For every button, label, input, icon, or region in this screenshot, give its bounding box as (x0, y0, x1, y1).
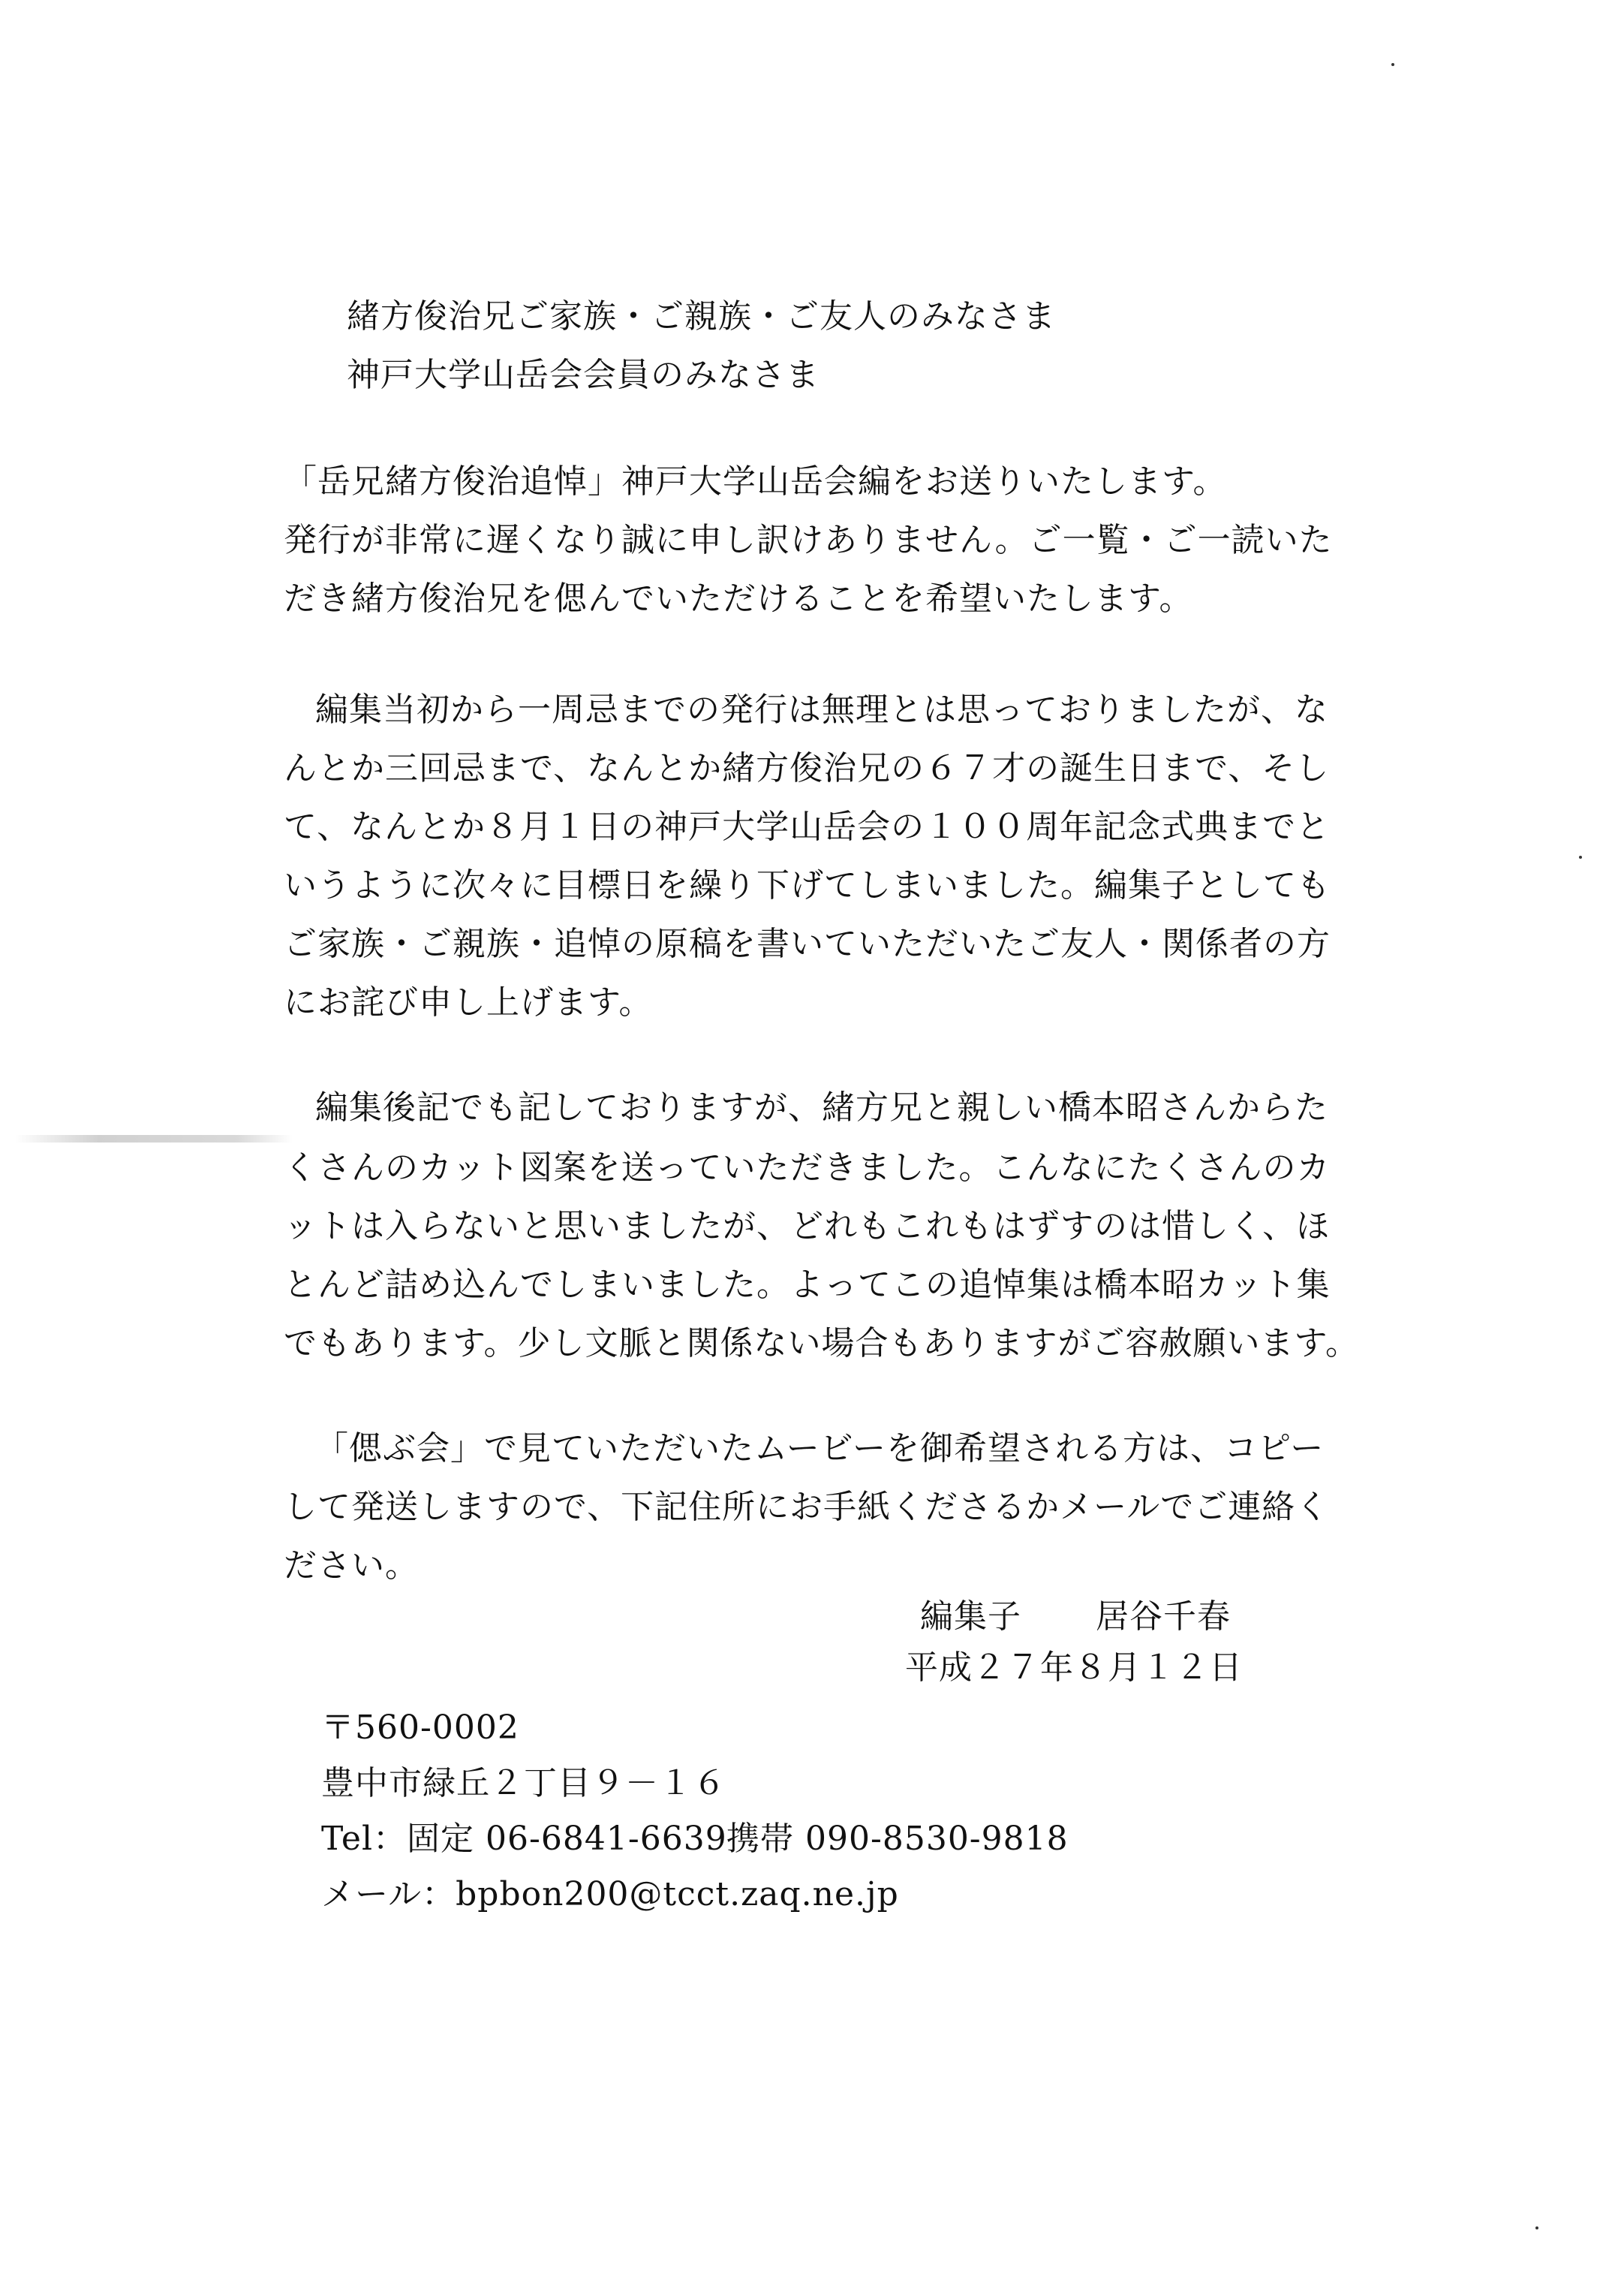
paragraph-2-line-4: いうように次々に目標日を繰り下げてしまいました。編集子としても (284, 866, 1331, 905)
addressee-line-2: 神戸大学山岳会会員のみなさま (347, 356, 820, 394)
paragraph-1-line-1: 「岳兄緒方俊治追悼」神戸大学山岳会編をお送りいたします。 (284, 462, 1227, 501)
paragraph-3-line-3: ットは入らないと思いましたが、どれもこれもはずすのは惜しく、ほ (284, 1207, 1331, 1245)
paragraph-2-line-6: にお詫び申し上げます。 (284, 983, 653, 1022)
paragraph-2-line-1: 編集当初から一周忌までの発行は無理とは思っておりましたが、な (315, 691, 1328, 729)
address: 豊中市緑丘２丁目９－１６ (321, 1764, 726, 1802)
landline-phone: Tel：固定 06-6841-6639 (321, 1820, 727, 1858)
scan-speck-artifact (1391, 63, 1394, 66)
paragraph-3-line-1: 編集後記でも記しておりますが、緒方兄と親しい橋本昭さんからた (315, 1088, 1328, 1127)
paragraph-2-line-2: んとか三回忌まで、なんとか緒方俊治兄の６７才の誕生日まで、そし (284, 749, 1330, 787)
email-address: メール：bpbon200@tcct.zaq.ne.jp (321, 1875, 899, 1913)
scan-speck-artifact (1535, 2226, 1538, 2229)
mobile-phone: 携帯 090-8530-9818 (726, 1820, 1069, 1858)
signature-name: 居谷千春 (1096, 1597, 1231, 1636)
scan-speck-artifact (1579, 856, 1582, 859)
paragraph-4-line-2: して発送しますので、下記住所にお手紙くださるかメールでご連絡く (284, 1488, 1330, 1526)
addressee-line-1: 緒方俊治兄ご家族・ご親族・ご友人のみなさま (347, 297, 1056, 336)
paragraph-1-line-3: だき緒方俊治兄を偲んでいただけることを希望いたします。 (284, 580, 1193, 618)
paragraph-3-line-5: でもあります。少し文脈と関係ない場合もありますがご容赦願います。 (284, 1324, 1359, 1362)
signature-date: 平成２７年８月１２日 (905, 1648, 1243, 1687)
paragraph-3-line-4: とんど詰め込んでしまいました。よってこの追悼集は橋本昭カット集 (284, 1266, 1331, 1304)
paragraph-4-line-1: 「偲ぶ会」で見ていただいたムービーを御希望される方は、コピー (315, 1429, 1325, 1468)
paragraph-2-line-5: ご家族・ご親族・追悼の原稿を書いていただいたご友人・関係者の方 (284, 925, 1331, 963)
paragraph-3-line-2: くさんのカット図案を送っていただきました。こんなにたくさんのカ (284, 1149, 1331, 1187)
scan-streak-artifact (15, 1135, 293, 1142)
paragraph-4-line-3: ださい。 (284, 1546, 419, 1585)
postal-code: 〒560-0002 (321, 1708, 519, 1747)
paragraph-1-line-2: 発行が非常に遅くなり誠に申し訳けありません。ご一覧・ご一読いた (284, 521, 1333, 559)
signature-role: 編集子 (920, 1597, 1021, 1636)
paragraph-2-line-3: て、なんとか８月１日の神戸大学山岳会の１００周年記念式典までと (284, 808, 1331, 846)
